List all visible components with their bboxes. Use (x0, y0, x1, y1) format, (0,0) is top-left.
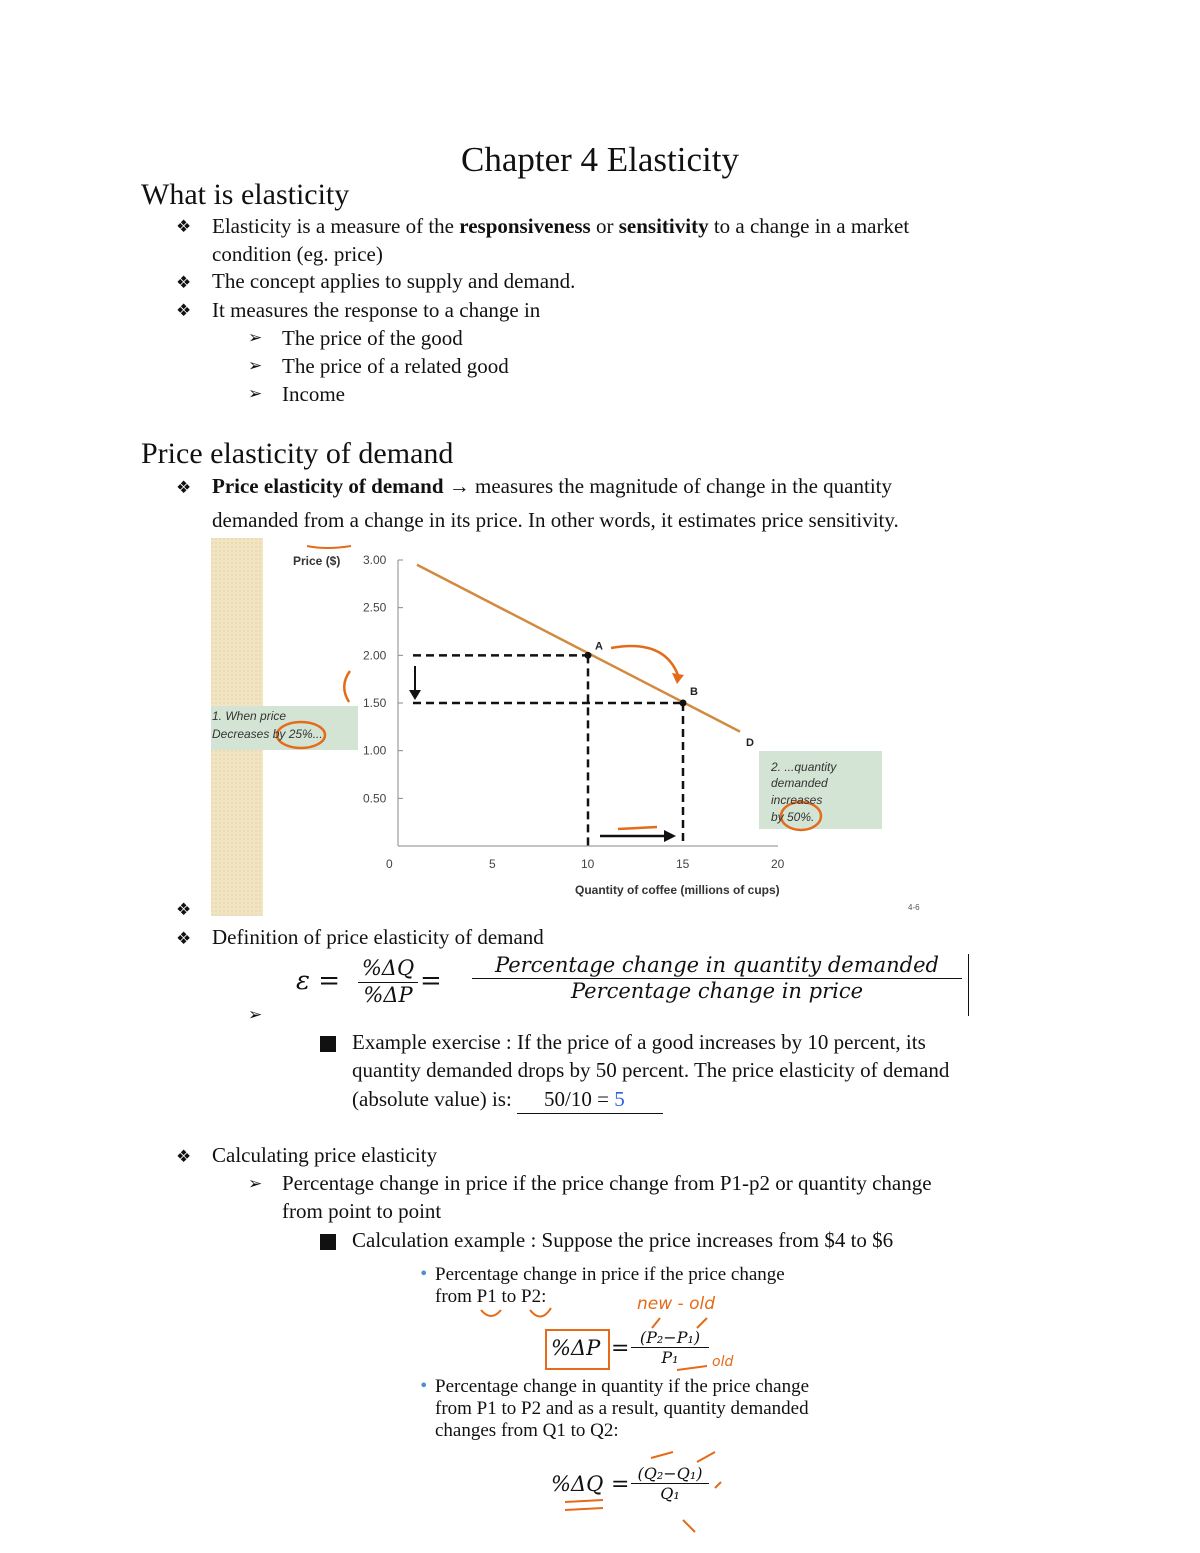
y-tick-label: 0.50 (363, 791, 387, 806)
arrow-bullet-icon: ➢ (248, 1005, 263, 1024)
square-bullet-icon (320, 1036, 336, 1052)
point-label-a: A (595, 640, 603, 653)
slide-item2-line2: from P1 to P2 and as a result, quantity demanded (435, 1398, 809, 1419)
arrow-bullet-icon: ➢ (248, 328, 263, 347)
right-arrow-head (664, 830, 676, 842)
formula-big-numerator: Percentage change in quantity demanded (472, 953, 962, 979)
y-ticks (363, 553, 403, 871)
formula-dq-eq: = (611, 1472, 630, 1497)
calc-sub-line1: Percentage change in price if the price change from P1-p2 or quantity change (282, 1171, 932, 1195)
formula-dp-num: (P₂−P₁) (631, 1328, 709, 1348)
formula-dp-eq: = (611, 1336, 630, 1361)
hand-mark-top (307, 546, 351, 548)
slide-item1-line2: from P1 to P2: (435, 1286, 547, 1307)
formula-numerator: %ΔQ (358, 956, 418, 983)
hand-note-old: old (712, 1354, 734, 1370)
point-b (680, 700, 687, 707)
formula-equals: = (420, 966, 442, 996)
diamond-bullet-icon: ❖ (176, 900, 192, 919)
hand-tick-2 (697, 1318, 707, 1328)
calc-example: Calculation example : Suppose the price increases from $4 to $6 (352, 1228, 894, 1252)
ped-definition-line2: demanded from a change in its price. In other words, it estimates price sensitivity. (212, 508, 899, 532)
sub-item-income: Income (282, 382, 345, 406)
x-tick-label: 20 (771, 857, 785, 871)
note-right-line2: demanded (771, 776, 828, 790)
y-tick-label: 2.00 (363, 648, 387, 663)
bullet-elasticity-definition-cont: condition (eg. price) (212, 242, 383, 266)
formula-denominator: %ΔP (363, 983, 413, 1007)
arrow-bullet-icon: ➢ (248, 356, 263, 375)
point-label-b: B (690, 686, 698, 698)
slide-item1-line1: Percentage change in price if the price change (435, 1264, 785, 1285)
diamond-bullet-icon: ❖ (176, 478, 192, 497)
y-tick-label: 1.50 (363, 696, 387, 710)
note-right-line4: by 50%. (771, 810, 815, 824)
hand-tick-1 (652, 1318, 660, 1328)
formula-dp-frac (631, 1328, 709, 1367)
bullet-response: It measures the response to a change in (212, 298, 541, 322)
hand-comma (715, 1482, 721, 1488)
slide-item2 (435, 1376, 809, 1442)
formula-bar (968, 954, 969, 1016)
hand-curve-arrow (611, 646, 679, 678)
x-axis-label: Quantity of coffee (millions of cups) (575, 883, 780, 897)
note-left-line2: Decreases by 25%... (212, 727, 323, 741)
section-heading-elasticity: What is elasticity (141, 178, 350, 211)
sub-item-price-good: The price of the good (282, 326, 463, 350)
section-heading-price-elasticity: Price elasticity of demand (141, 437, 454, 470)
y-tick-label: 2.50 (363, 600, 387, 615)
hand-tick-3 (651, 1452, 673, 1458)
y-tick-label: 1.00 (363, 743, 387, 758)
x-tick-label: 5 (489, 857, 496, 871)
slide-item2-line3: changes from Q1 to Q2: (435, 1420, 619, 1441)
demand-chart-svg (211, 538, 926, 916)
note-left-line1: 1. When price (212, 709, 287, 723)
page-ref: 4-6 (908, 903, 920, 912)
hand-underline-arrow (618, 827, 657, 829)
hand-underline-q2 (565, 1508, 603, 1510)
hand-underline-p1 (481, 1310, 501, 1316)
calc-slide (415, 1262, 855, 1547)
curve-label-d: D (746, 737, 754, 749)
dot-bullet-icon: • (419, 1264, 429, 1283)
diamond-bullet-icon: ❖ (176, 217, 192, 236)
page-title: Chapter 4 Elasticity (461, 140, 739, 179)
formula-big-denominator: Percentage change in price (570, 979, 864, 1003)
formula-dq-frac (631, 1464, 709, 1503)
formula-dq-den: Q₁ (660, 1484, 680, 1503)
hand-tick-4 (697, 1452, 715, 1462)
example-line2: quantity demanded drops by 50 percent. The price elasticity of demand (352, 1058, 950, 1082)
bullet-elasticity-definition: Elasticity is a measure of the responsiveness or sensitivity to a change in a market (212, 214, 910, 238)
formula-small-fraction (358, 956, 418, 1007)
diamond-bullet-icon: ❖ (176, 929, 192, 948)
hand-underline-q1 (565, 1500, 603, 1502)
note-right-line1: 2. ...quantity (771, 760, 837, 774)
hand-note-new-old: new - old (637, 1294, 715, 1314)
x-tick-label: 15 (676, 857, 690, 871)
sub-item-related-good: The price of a related good (282, 354, 509, 378)
formula-dq-num: (Q₂−Q₁) (631, 1464, 709, 1484)
note-right-line3: increases (771, 793, 823, 807)
ped-definition-line1: Price elasticity of demand → measures the magnitude of change in the quantity (212, 474, 892, 498)
definition-heading: Definition of price elasticity of demand (212, 925, 544, 949)
hand-arrow-down (683, 1520, 695, 1532)
calc-heading: Calculating price elasticity (212, 1143, 438, 1167)
demand-chart (211, 538, 926, 916)
formula-big-fraction (472, 953, 962, 1003)
formula-dp-lhs: %ΔP (551, 1336, 601, 1360)
formula-dq-lhs: %ΔQ (551, 1472, 604, 1496)
calc-sub-line2: from point to point (282, 1199, 442, 1223)
formula-epsilon: ε = (296, 966, 341, 996)
y-axis-label: Price ($) (293, 554, 341, 568)
example-line1: Example exercise : If the price of a good increases by 10 percent, its (352, 1030, 926, 1054)
y-tick-label: 0 (386, 857, 393, 871)
diamond-bullet-icon: ❖ (176, 273, 192, 292)
hand-arrow-left (344, 671, 350, 702)
arrow-bullet-icon: ➢ (248, 384, 263, 403)
formula-dp-den: P₁ (661, 1348, 679, 1367)
bullet-supply-demand: The concept applies to supply and demand. (212, 269, 576, 293)
x-ticks (489, 857, 785, 871)
slide-item2-line1: Percentage change in quantity if the price change (435, 1376, 810, 1397)
dot-bullet-icon: • (419, 1376, 429, 1395)
y-tick-label: 3.00 (363, 553, 387, 567)
hand-arrow-head (672, 673, 684, 684)
hand-underline-p2 (530, 1308, 551, 1317)
dashed-guides (413, 655, 683, 846)
point-a (585, 652, 592, 659)
square-bullet-icon (320, 1234, 336, 1250)
demand-curve (417, 565, 740, 732)
example-line3: (absolute value) is: 50/10 = 5 (352, 1085, 663, 1114)
x-tick-label: 10 (581, 857, 595, 871)
diamond-bullet-icon: ❖ (176, 1147, 192, 1166)
points (585, 640, 699, 706)
diamond-bullet-icon: ❖ (176, 301, 192, 320)
down-arrow-head (409, 690, 421, 700)
arrow-bullet-icon: ➢ (248, 1174, 263, 1193)
